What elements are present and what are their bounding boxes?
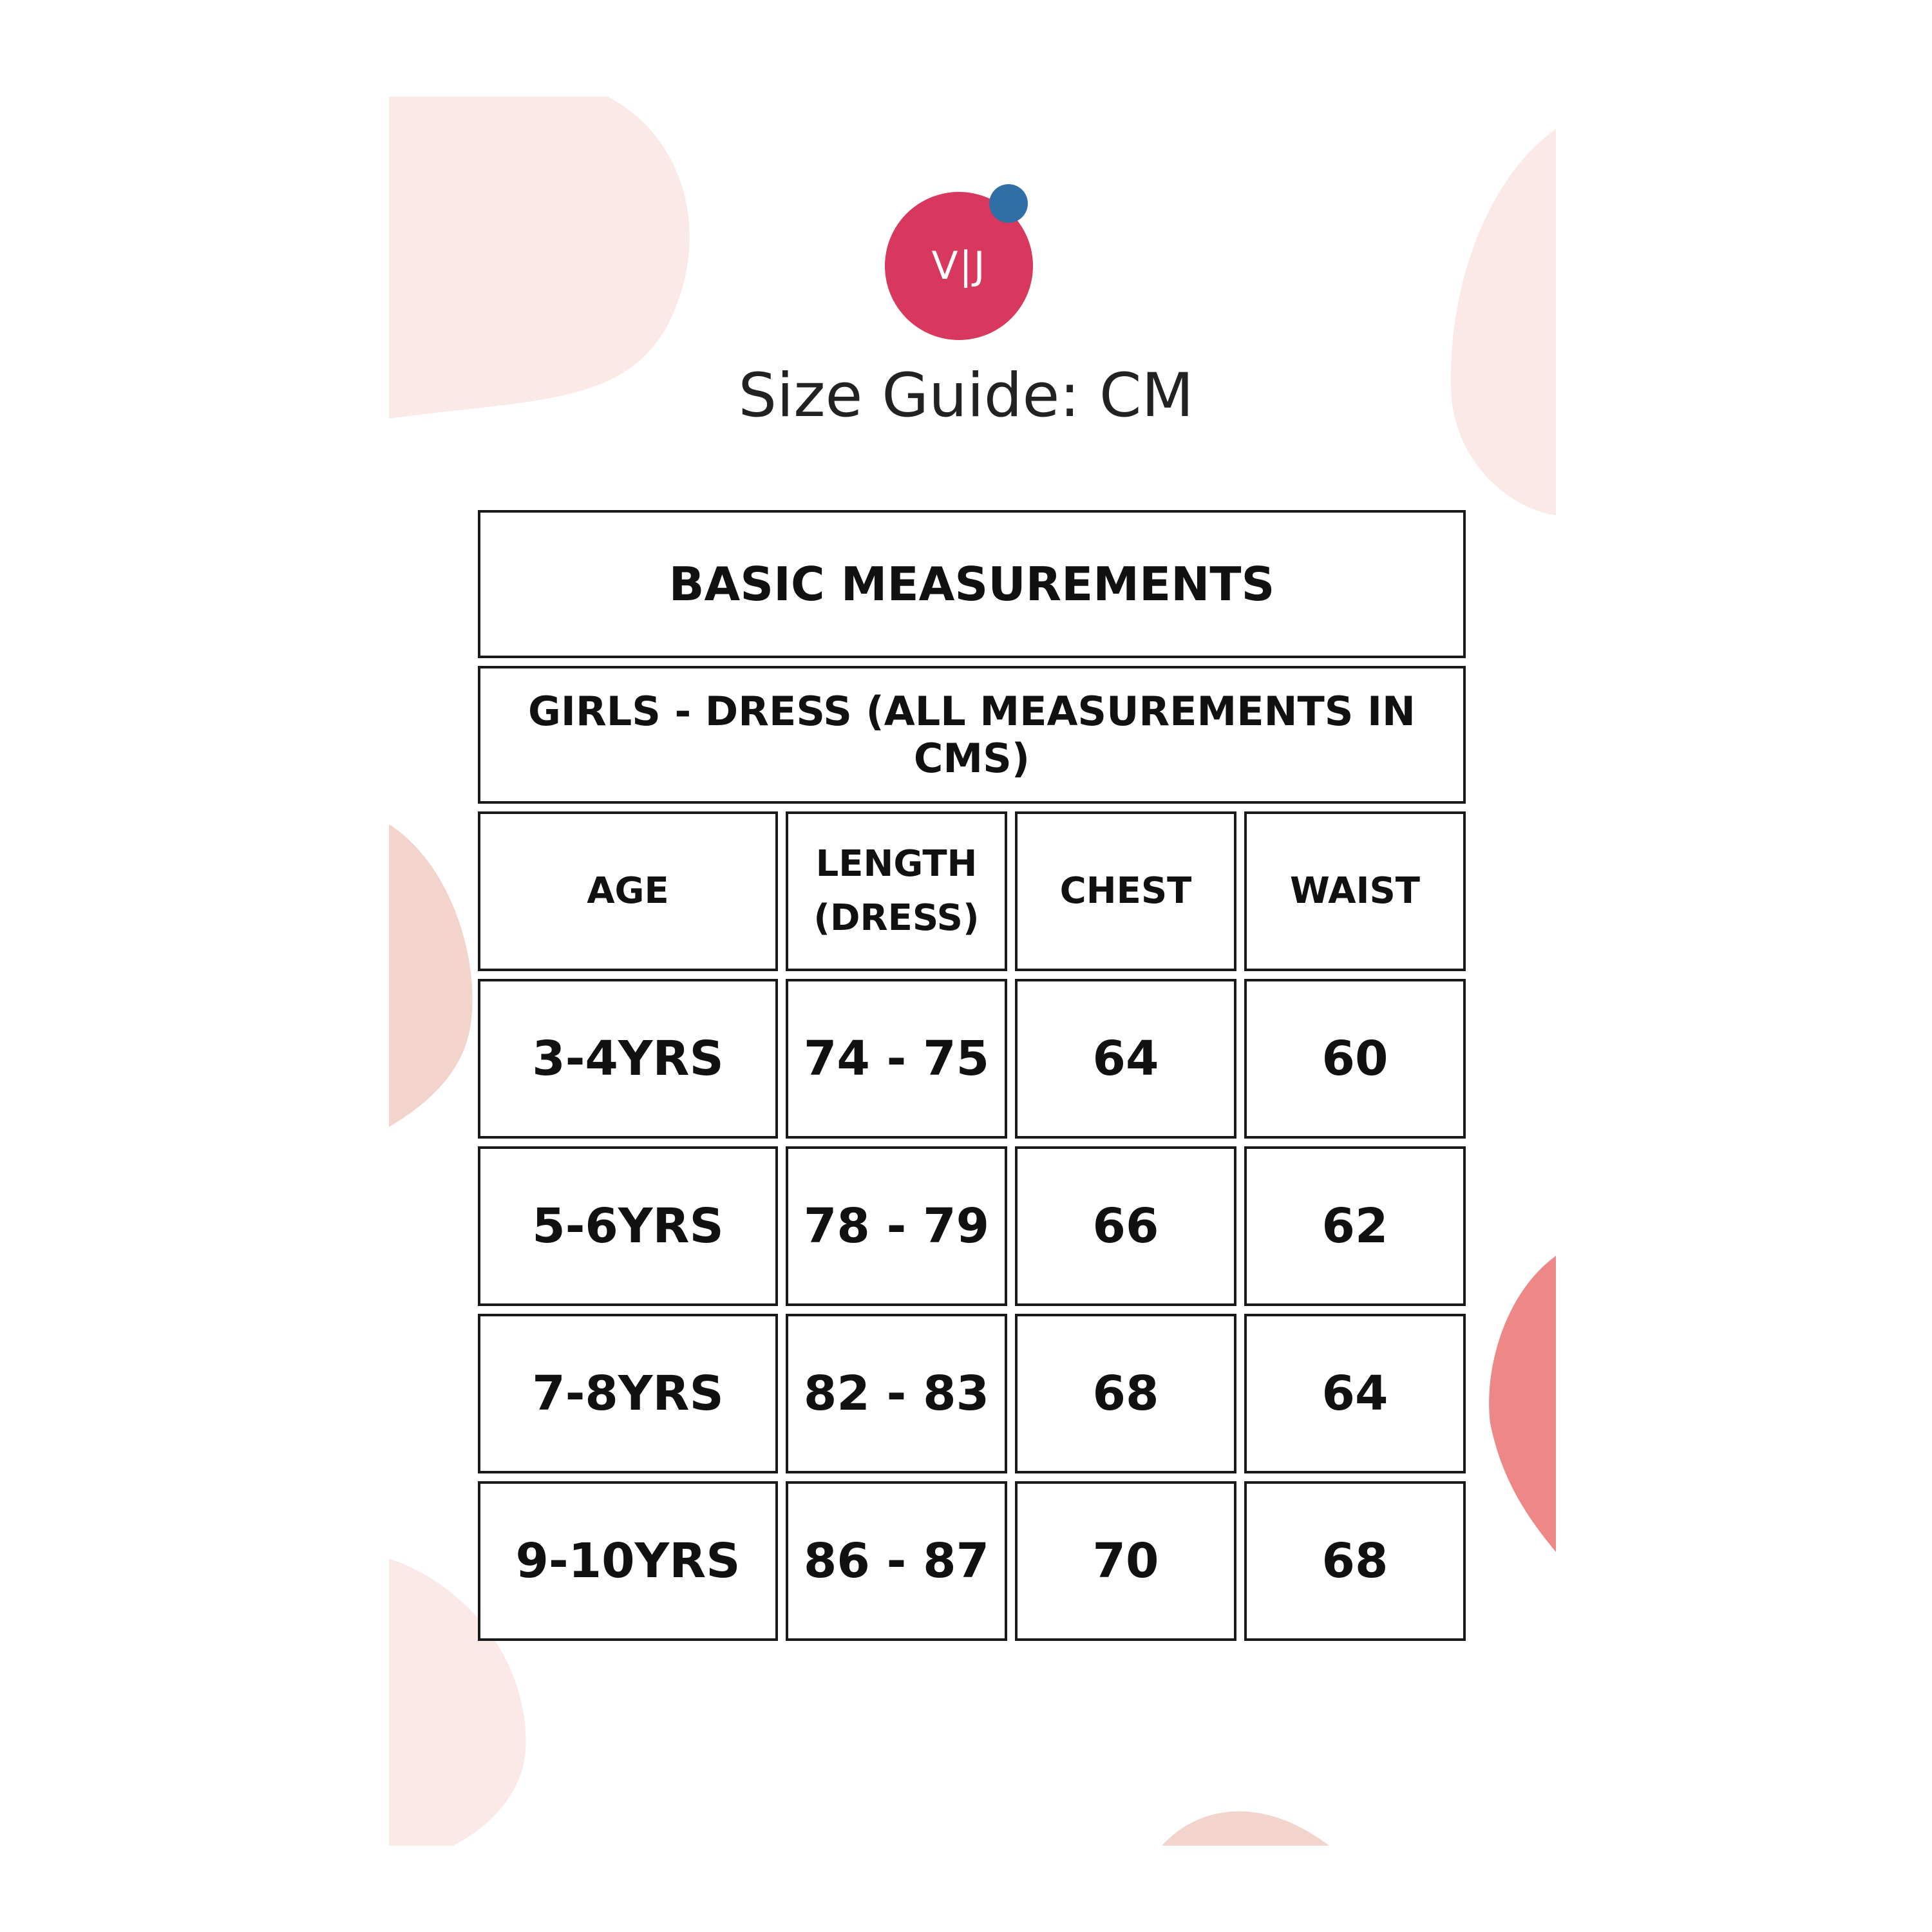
column-header-age: AGE — [478, 811, 778, 971]
table-cell-age: 9-10YRS — [478, 1481, 778, 1641]
table-cell-length: 82 - 83 — [786, 1314, 1007, 1473]
decorative-blob-right-bottom — [1484, 1256, 1556, 1552]
table-cell-chest: 68 — [1015, 1314, 1236, 1473]
table-cell-waist: 64 — [1244, 1314, 1466, 1473]
table-cell-waist: 60 — [1244, 979, 1466, 1139]
table-cell-chest: 64 — [1015, 979, 1236, 1139]
table-cell-age: 3-4YRS — [478, 979, 778, 1139]
decorative-blob-left-mid — [389, 824, 479, 1127]
table-cell-chest: 66 — [1015, 1146, 1236, 1306]
logo-dot — [989, 184, 1028, 223]
table-cell-length: 74 - 75 — [786, 979, 1007, 1139]
decorative-blob-bottom-center — [1162, 1790, 1329, 1846]
decorative-blob-right-top — [1445, 129, 1556, 515]
table-cell-length: 78 - 79 — [786, 1146, 1007, 1306]
table-cell-age: 5-6YRS — [478, 1146, 778, 1306]
brand-logo-text: V|J — [931, 243, 987, 289]
column-header-length: LENGTH (DRESS) — [786, 811, 1007, 971]
table-cell-waist: 62 — [1244, 1146, 1466, 1306]
column-header-waist: WAIST — [1244, 811, 1466, 971]
table-cell-length: 86 - 87 — [786, 1481, 1007, 1641]
table-cell-age: 7-8YRS — [478, 1314, 778, 1473]
table-cell-waist: 68 — [1244, 1481, 1466, 1641]
table-heading: BASIC MEASUREMENTS — [478, 510, 1466, 658]
table-subheading: GIRLS - DRESS (ALL MEASUREMENTS IN CMS) — [478, 666, 1466, 804]
column-header-chest: CHEST — [1015, 811, 1236, 971]
page-title: Size Guide: CM — [738, 361, 1194, 431]
table-cell-chest: 70 — [1015, 1481, 1236, 1641]
